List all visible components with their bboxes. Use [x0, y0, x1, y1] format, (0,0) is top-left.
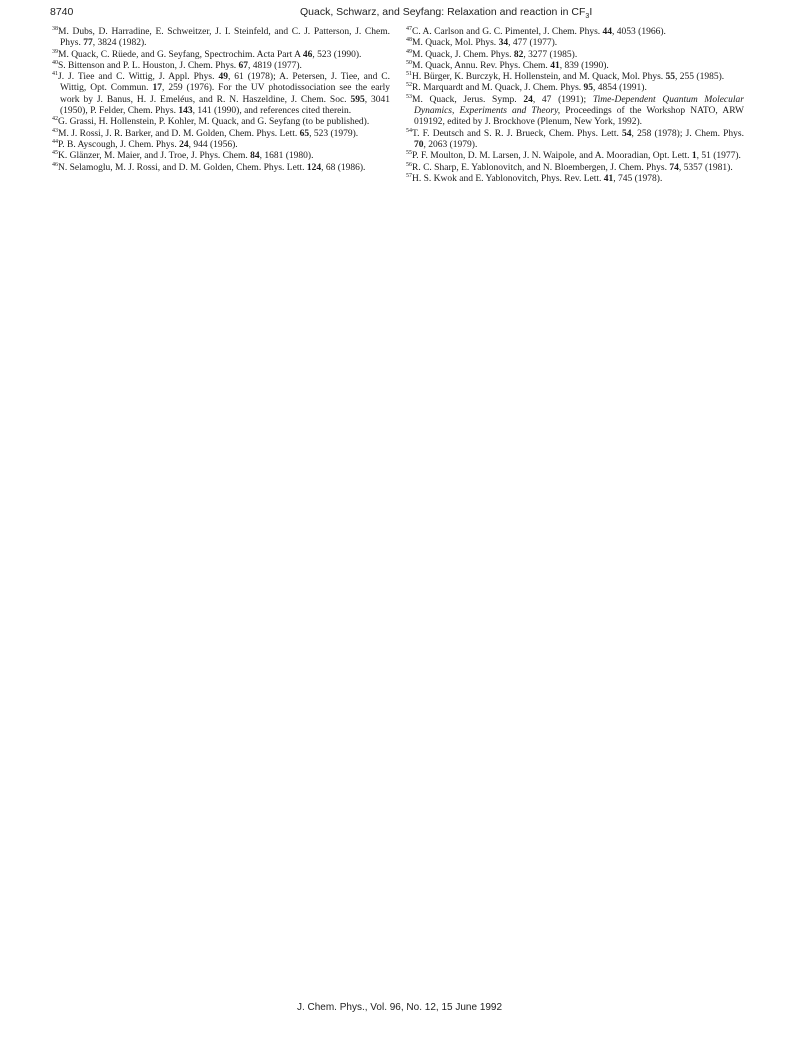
reference-text: , 4854 (1991).: [593, 83, 647, 94]
reference-number: 40: [52, 59, 58, 66]
reference-text: G. Grassi, H. Hollenstein, P. Kohler, M. Quack, and G. Seyfang (to be published).: [58, 117, 370, 128]
reference-48: [406, 38, 744, 49]
reference-56: [406, 163, 744, 174]
reference-volume: 65: [299, 128, 310, 139]
reference-45: [52, 151, 390, 162]
reference-text: , 839 (1990).: [559, 60, 609, 71]
reference-text: M. Quack, Annu. Rev. Phys. Chem.: [412, 60, 551, 71]
reference-number: 48: [406, 37, 412, 44]
journal-footer: J. Chem. Phys., Vol. 96, No. 12, 15 June 1992: [296, 1002, 503, 1013]
reference-51: [406, 72, 744, 83]
reference-46: [52, 163, 390, 174]
reference-number: 47: [406, 25, 412, 32]
reference-39: [52, 50, 390, 61]
reference-55: [406, 151, 744, 162]
reference-text: , 258 (1978); J. Chem. Phys.: [631, 128, 744, 139]
reference-number: 44: [52, 138, 58, 145]
reference-number: 50: [406, 59, 412, 66]
reference-volume: 77: [83, 38, 93, 49]
running-title-subscript: 3: [585, 13, 590, 21]
reference-text: C. A. Carlson and G. C. Pimentel, J. Chem. Phys.: [412, 27, 603, 37]
reference-text: M. Quack, Jerus. Symp.: [412, 94, 524, 105]
reference-volume: 124: [306, 162, 322, 173]
reference-38: [52, 27, 390, 50]
reference-volume: 17: [152, 83, 162, 94]
reference-volume: 74: [669, 162, 679, 173]
reference-text: R. Marquardt and M. Quack, J. Chem. Phys.: [412, 83, 584, 94]
reference-49: [406, 50, 744, 61]
reference-volume: 24: [179, 139, 189, 150]
reference-text: , 61 (1978); A. Petersen, J. Tiee, and C. Wittig, Opt. Commun.: [60, 72, 391, 94]
reference-57: [406, 174, 744, 185]
reference-text: S. Bittenson and P. L. Houston, J. Chem. Phys.: [58, 60, 239, 71]
reference-text: J. J. Tiee and C. Wittig, J. Appl. Phys.: [58, 72, 219, 83]
reference-text: , 523 (1990).: [312, 49, 362, 60]
reference-number: 55: [406, 150, 412, 157]
reference-text: , 4053 (1966).: [612, 27, 666, 37]
reference-text: , 3041 (1950), P. Felder, Chem. Phys.: [60, 94, 391, 117]
reference-number: 51: [406, 71, 412, 78]
reference-53: [406, 95, 744, 129]
reference-text: , 259 (1976). For the UV photodissociation see the early work by J. Banus, H. J. Emeléus, and R. N. Haszeldine, J. Chem. Soc.: [60, 83, 390, 105]
reference-text: N. Selamoglu, M. J. Rossi, and D. M. Golden, Chem. Phys. Lett.: [58, 162, 307, 173]
reference-text: , 745 (1978).: [613, 173, 663, 184]
reference-text: , 47 (1991);: [532, 94, 593, 105]
reference-volume: 24: [523, 94, 533, 105]
reference-volume: 143: [178, 106, 193, 117]
reference-text: , 4819 (1977).: [248, 60, 302, 71]
reference-text: T. F. Deutsch and S. R. J. Brueck, Chem. Phys. Lett.: [412, 128, 623, 139]
reference-volume: 84: [250, 151, 260, 162]
reference-44: [52, 140, 390, 151]
reference-50: [406, 61, 744, 72]
reference-volume: 54: [622, 128, 632, 139]
reference-number: 57: [406, 172, 412, 179]
reference-text: H. Bürger, K. Burczyk, H. Hollenstein, and M. Quack, Mol. Phys.: [412, 72, 666, 83]
references-left-column: [52, 27, 390, 174]
reference-number: 43: [52, 127, 58, 134]
reference-number: 52: [406, 82, 412, 89]
page-number: 8740: [50, 6, 74, 18]
reference-text: , 477 (1977).: [508, 38, 558, 49]
reference-40: [52, 61, 390, 72]
reference-volume: 44: [602, 27, 613, 37]
reference-text: , 3277 (1985).: [523, 49, 578, 60]
reference-text: , 255 (1985).: [675, 72, 725, 83]
reference-number: 38: [52, 25, 58, 32]
reference-43: [52, 129, 390, 140]
reference-number: 39: [52, 48, 58, 55]
reference-text: M. Quack, Mol. Phys.: [412, 38, 499, 49]
reference-text: , 1681 (1980).: [259, 151, 314, 162]
reference-text: , 51 (1977).: [696, 151, 741, 162]
reference-47: [406, 27, 744, 38]
running-title: [300, 6, 592, 20]
reference-text: R. C. Sharp, E. Yablonovitch, and N. Bloembergen, J. Chem. Phys.: [412, 162, 670, 173]
reference-number: 54: [406, 127, 412, 134]
reference-text: , 2063 (1979).: [423, 139, 478, 150]
reference-text: , 944 (1956).: [188, 139, 238, 150]
reference-text: , 523 (1979).: [309, 128, 359, 139]
reference-text: P. F. Moulton, D. M. Larsen, J. N. Waipole, and A. Mooradian, Opt. Lett.: [412, 151, 692, 162]
reference-text: , 3824 (1982).: [92, 38, 147, 49]
reference-42: [52, 117, 390, 128]
reference-text: M. J. Rossi, J. R. Barker, and D. M. Golden, Chem. Phys. Lett.: [58, 128, 300, 139]
reference-41: [52, 72, 390, 117]
reference-volume: 595: [350, 94, 365, 105]
reference-number: 45: [52, 150, 58, 157]
references-right-column: [406, 27, 744, 185]
reference-volume: 49: [218, 72, 228, 83]
reference-text: , 5357 (1981).: [678, 162, 733, 173]
reference-volume: 67: [238, 60, 249, 71]
reference-text: M. Dubs, D. Harradine, E. Schweitzer, J. I. Steinfeld, and C. J. Patterson, J. Chem. Phys.: [58, 27, 390, 49]
reference-volume: 95: [583, 83, 594, 94]
reference-text: K. Glänzer, M. Maier, and J. Troe, J. Phys. Chem.: [58, 151, 251, 162]
reference-title: Time-Dependent Quantum Molecular Dynamics, Experiments and Theory,: [414, 94, 744, 117]
reference-number: 42: [52, 116, 58, 123]
reference-number: 46: [52, 161, 58, 168]
reference-volume: 82: [513, 49, 524, 60]
reference-text: M. Quack, C. Rüede, and G. Seyfang, Spectrochim. Acta Part A: [58, 49, 303, 60]
reference-volume: 70: [414, 139, 424, 150]
reference-text: , 68 (1986).: [321, 162, 366, 173]
reference-volume: 41: [603, 173, 614, 184]
reference-volume: 1: [691, 151, 697, 162]
reference-volume: 34: [498, 38, 509, 49]
reference-text: Proceedings of the Workshop NATO, ARW 019192, edited by J. Brockhove (Plenum, New York, 1992).: [414, 106, 745, 128]
running-title-end: I: [589, 6, 593, 18]
reference-volume: 55: [665, 72, 676, 83]
reference-52: [406, 83, 744, 94]
reference-54: [406, 129, 744, 152]
running-title-main: Quack, Schwarz, and Seyfang: Relaxation and reaction in CF: [300, 6, 586, 18]
reference-number: 56: [406, 161, 412, 168]
reference-number: 49: [406, 48, 412, 55]
reference-text: H. S. Kwok and E. Yablonovitch, Phys. Rev. Lett.: [412, 173, 604, 184]
reference-text: , 141 (1990), and references cited therein.: [192, 106, 352, 117]
reference-number: 41: [52, 71, 58, 78]
reference-number: 53: [406, 93, 412, 100]
reference-text: M. Quack, J. Chem. Phys.: [412, 49, 514, 60]
reference-volume: 41: [550, 60, 560, 71]
reference-volume: 46: [302, 49, 313, 60]
reference-text: P. B. Ayscough, J. Chem. Phys.: [58, 139, 180, 150]
